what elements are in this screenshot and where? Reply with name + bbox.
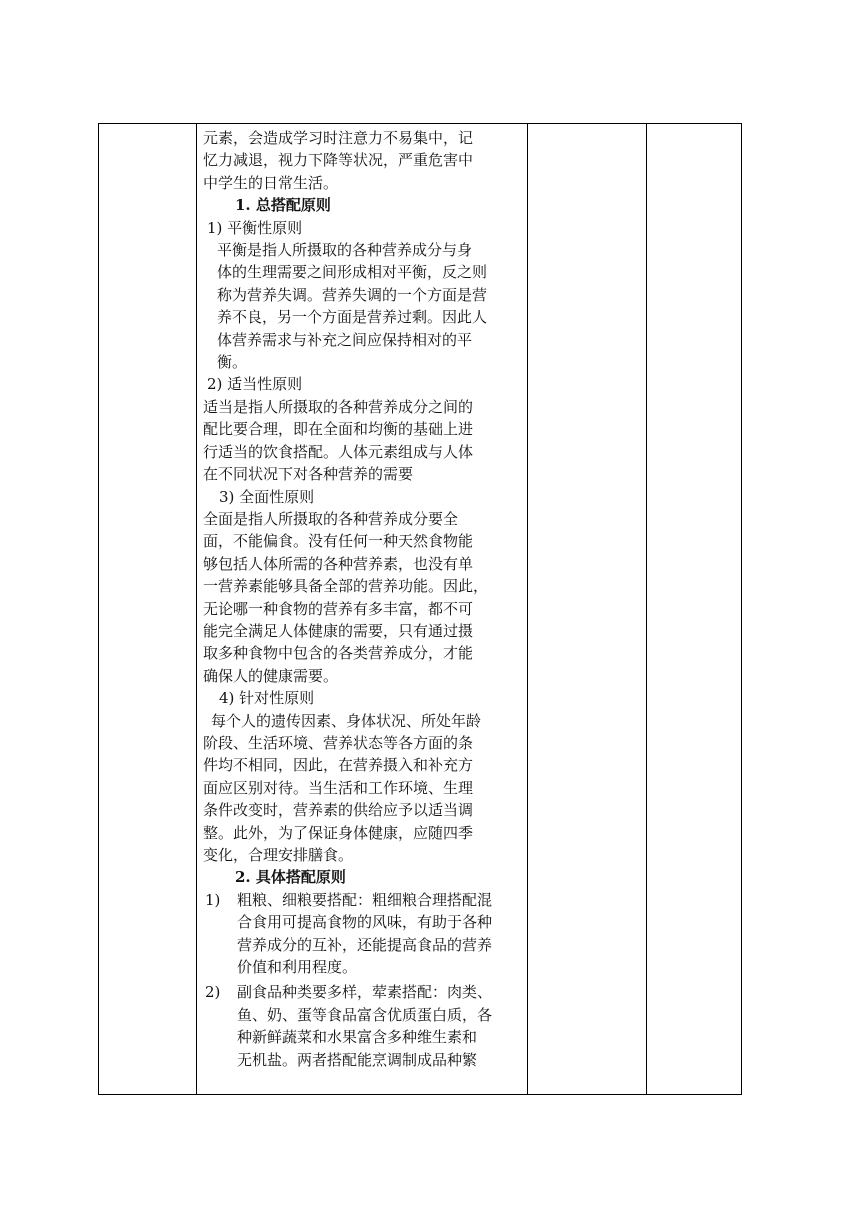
text-line: 条件改变时，营养素的供给应予以适当调 (203, 801, 474, 820)
text-line: 无论哪一种食物的营养有多丰富，都不可 (203, 599, 474, 618)
text-line: 取多种食物中包含的各类营养成分，才能 (203, 644, 474, 663)
text-line: 价值和利用程度。 (237, 958, 358, 977)
text-line: 鱼、奶、蛋等食品富含优质蛋白质，各 (237, 1005, 493, 1024)
text-line: 中学生的日常生活。 (203, 173, 339, 192)
text-line: 整。此外，为了保证身体健康，应随四季 (203, 823, 474, 842)
section-heading-overall: 1. 总搭配原则 (235, 196, 331, 215)
list-number: 2) (205, 983, 221, 1002)
text-line: 阶段、生活环境、营养状态等各方面的条 (203, 733, 474, 752)
text-line: 种新鲜蔬菜和水果富含多种维生素和 (237, 1028, 478, 1047)
text-line: 忆力减退，视力下降等状况，严重危害中 (203, 151, 474, 170)
text-line: 确保人的健康需要。 (203, 666, 339, 685)
column-divider (646, 124, 647, 1094)
text-line: 在不同状况下对各种营养的需要 (203, 465, 414, 484)
column-divider (196, 124, 197, 1094)
text-line: 件均不相同，因此，在营养摄入和补充方 (203, 756, 474, 775)
text-line: 面，不能偏食。没有任何一种天然食物能 (203, 532, 474, 551)
content-cell (203, 127, 525, 1071)
text-line: 行适当的饮食搭配。人体元素组成与人体 (203, 442, 474, 461)
text-line: 适当是指人所摄取的各种营养成分之间的 (203, 397, 474, 416)
lesson-table (98, 123, 742, 1095)
subsection-title-appropriate: 2) 适当性原则 (207, 375, 303, 394)
text-line: 平衡是指人所摄取的各种营养成分与身 (217, 241, 473, 260)
text-line: 无机盐。两者搭配能烹调制成品种繁 (237, 1050, 478, 1069)
text-line: 称为营养失调。营养失调的一个方面是营 (217, 285, 488, 304)
text-line: 配比要合理，即在全面和均衡的基础上进 (203, 420, 474, 439)
text-line: 合食用可提高食物的风味，有助于各种 (237, 913, 493, 932)
section-heading-specific: 2. 具体搭配原则 (235, 868, 346, 887)
text-line: 副食品种类要多样，荤素搭配：肉类、 (237, 983, 493, 1002)
text-line: 衡。 (217, 353, 248, 372)
text-line: 体的生理需要之间形成相对平衡，反之则 (217, 263, 488, 282)
text-line: 能完全满足人体健康的需要，只有通过摄 (203, 621, 474, 640)
text-line: 养不良，另一个方面是营养过剩。因此人 (217, 308, 488, 327)
paragraph-comprehensive (203, 508, 525, 687)
text-line: 每个人的遗传因素、身体状况、所处年龄 (211, 711, 482, 730)
text-line: 面应区别对待。当生活和工作环境、生理 (203, 778, 474, 797)
list-number: 1) (205, 890, 221, 909)
paragraph-balance (203, 239, 525, 373)
subsection-title-targeted: 4) 针对性原则 (219, 689, 315, 708)
paragraph-targeted (203, 710, 525, 867)
text-line: 够包括人体所需的各种营养素，也没有单 (203, 554, 474, 573)
text-line: 一营养素能够具备全部的营养功能。因此， (203, 577, 489, 596)
text-line: 元素，会造成学习时注意力不易集中，记 (203, 129, 474, 147)
list-item (203, 889, 525, 979)
column-divider (527, 124, 528, 1094)
subsection-title-comprehensive: 3) 全面性原则 (219, 487, 315, 506)
subsection-title-balance: 1) 平衡性原则 (207, 218, 303, 237)
text-line: 营养成分的互补，还能提高食品的营养 (237, 935, 493, 954)
paragraph-appropriate (203, 396, 525, 486)
list-item (203, 981, 525, 1071)
text-line: 粗粮、细粮要搭配：粗细粮合理搭配混 (237, 890, 493, 909)
text-line: 变化，合理安排膳食。 (203, 846, 354, 864)
text-line: 体营养需求与补充之间应保持相对的平 (217, 330, 473, 349)
text-line: 全面是指人所摄取的各种营养成分要全 (203, 509, 459, 528)
